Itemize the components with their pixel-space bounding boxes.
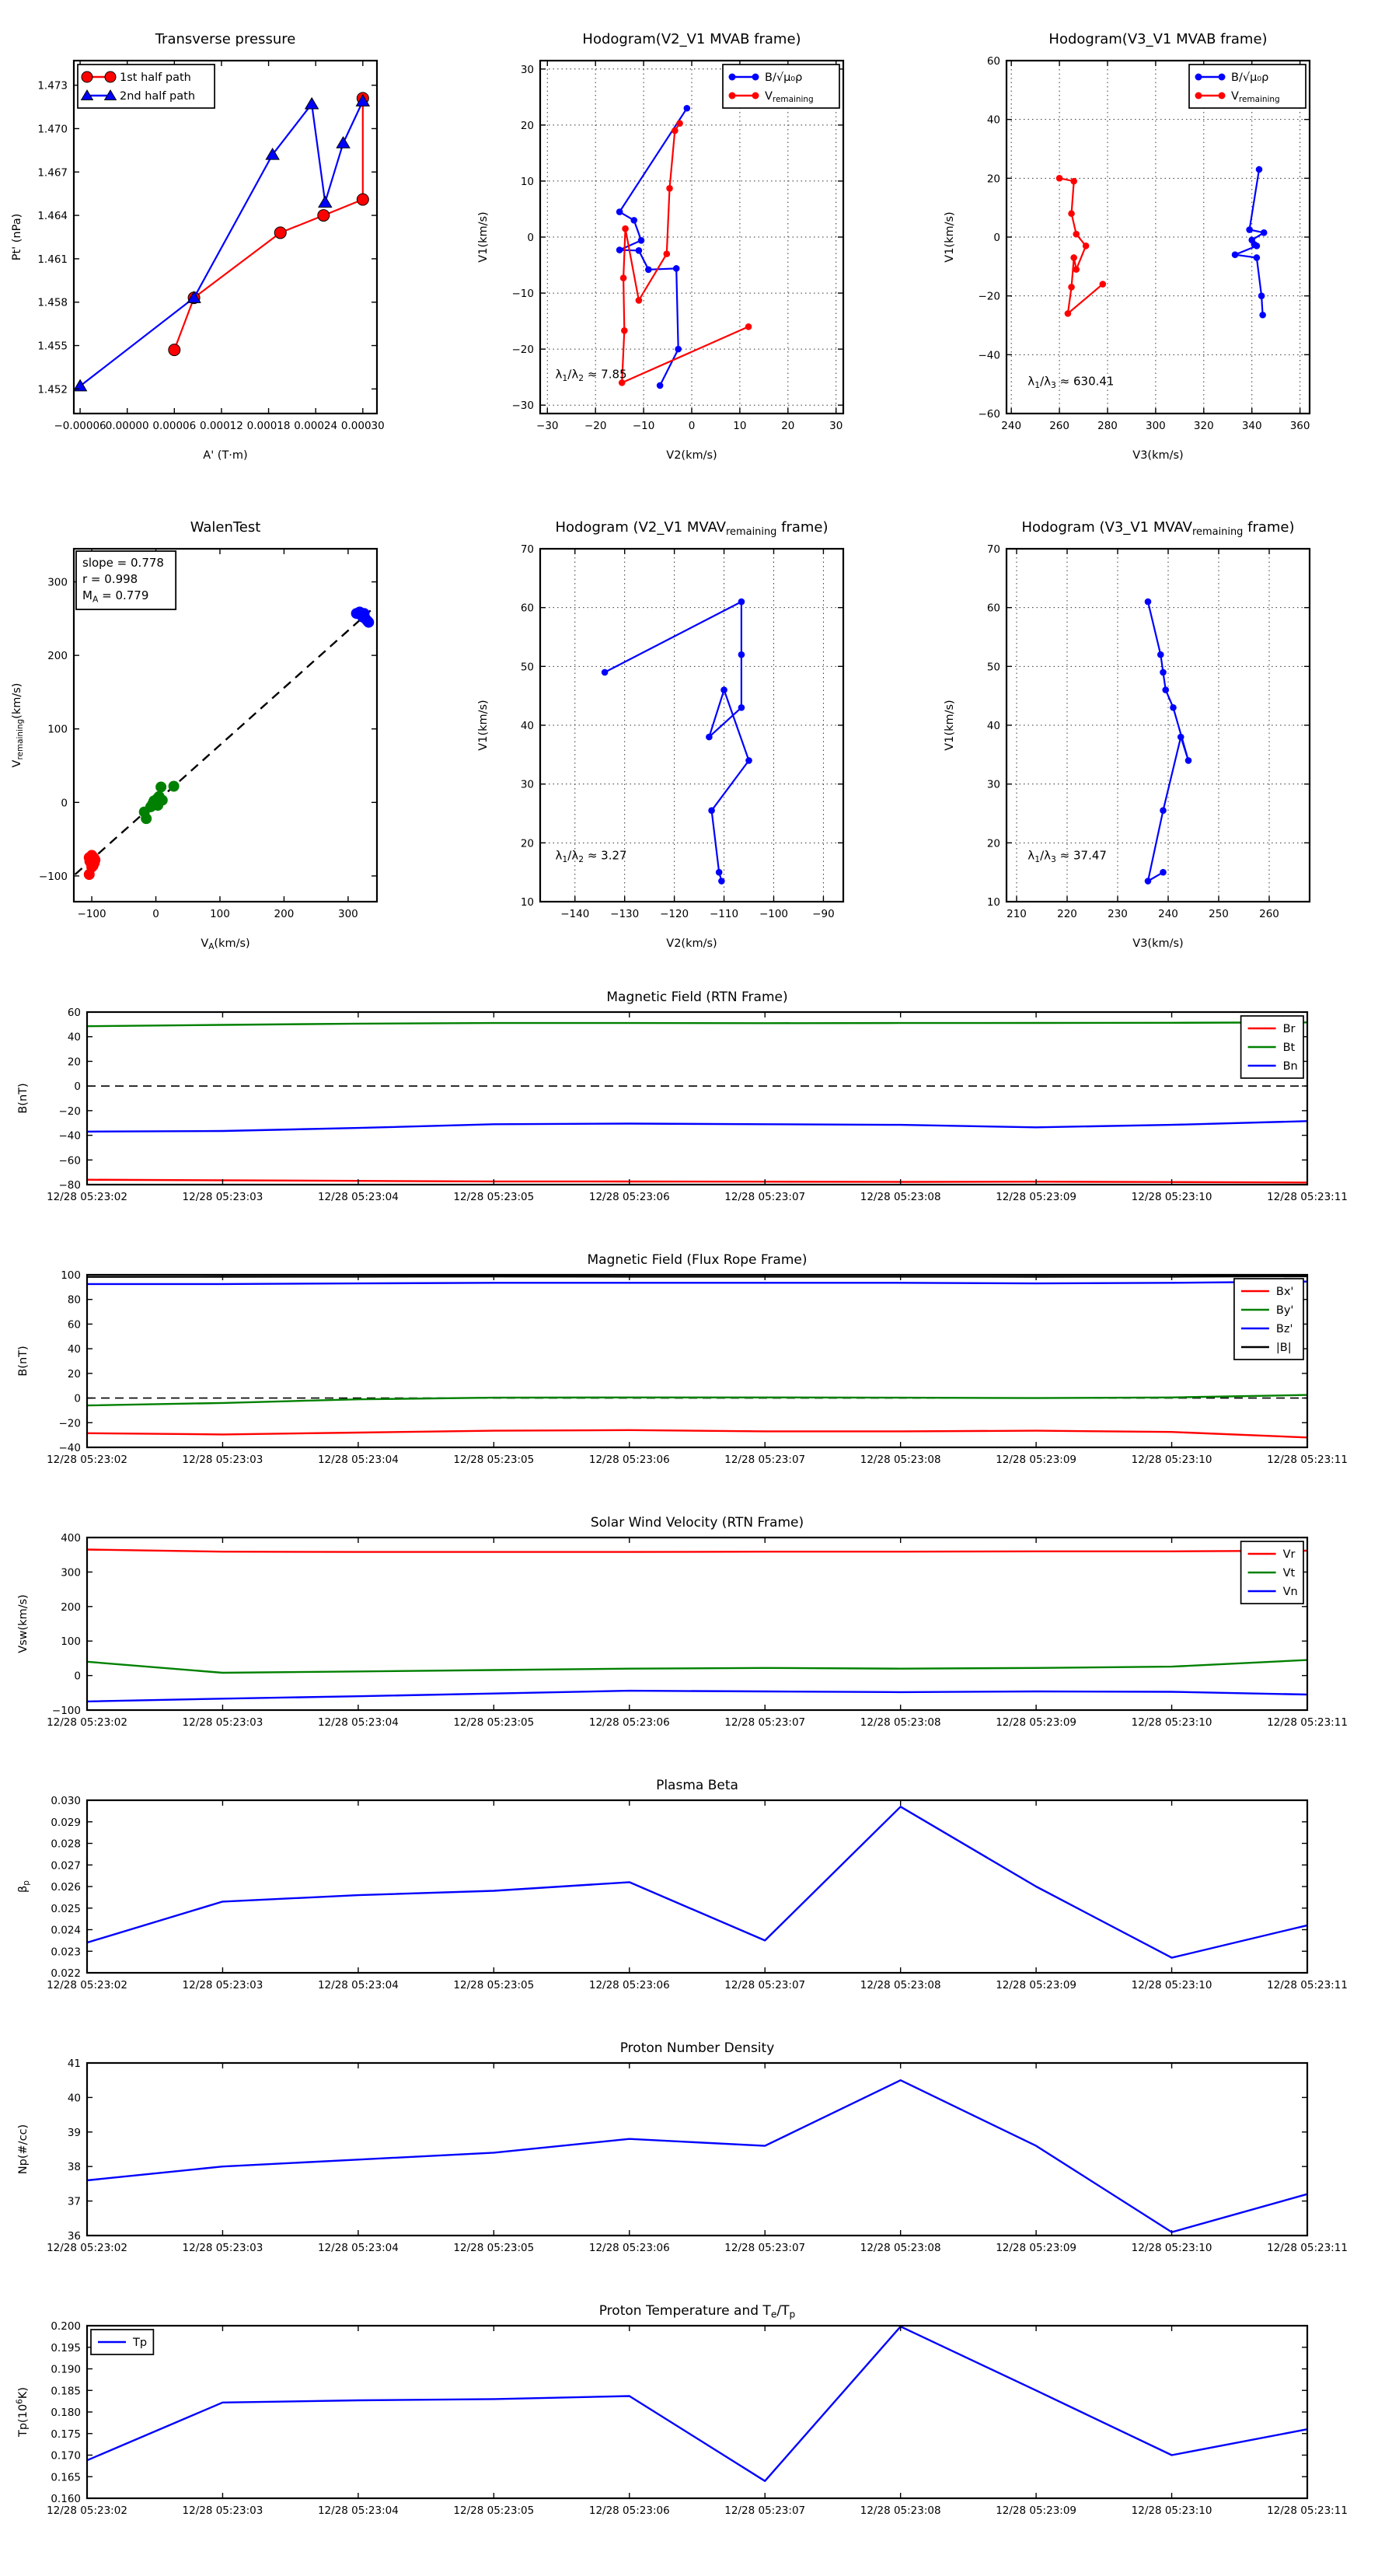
svg-text:60: 60 xyxy=(67,1007,81,1019)
svg-text:12/28 05:23:02: 12/28 05:23:02 xyxy=(47,1191,127,1203)
hodogram-v3v1-mvab-title: Hodogram(V3_V1 MVAB frame) xyxy=(1048,31,1268,47)
svg-text:12/28 05:23:10: 12/28 05:23:10 xyxy=(1131,1191,1212,1203)
svg-text:300: 300 xyxy=(47,576,68,589)
svg-text:1.467: 1.467 xyxy=(37,166,68,180)
svg-text:12/28 05:23:11: 12/28 05:23:11 xyxy=(1267,2504,1348,2517)
svg-text:2nd half path: 2nd half path xyxy=(120,90,196,103)
svg-text:12/28 05:23:10: 12/28 05:23:10 xyxy=(1131,2242,1212,2254)
svg-text:Vn: Vn xyxy=(1282,1586,1298,1598)
chart-hodogram-v3v1-mvav xyxy=(933,499,1399,959)
svg-text:12/28 05:23:06: 12/28 05:23:06 xyxy=(588,1716,670,1729)
svg-text:12/28 05:23:04: 12/28 05:23:04 xyxy=(317,1716,399,1729)
svg-text:0: 0 xyxy=(152,908,159,920)
svg-text:12/28 05:23:02: 12/28 05:23:02 xyxy=(47,2242,127,2254)
svg-text:Vt: Vt xyxy=(1282,1567,1296,1579)
transverse-pressure-title: Transverse pressure xyxy=(155,31,296,47)
svg-text:Pt' (nPa): Pt' (nPa) xyxy=(11,213,23,261)
svg-text:0.200: 0.200 xyxy=(51,2320,81,2333)
svg-text:B/√μ₀ρ: B/√μ₀ρ xyxy=(1231,72,1269,84)
svg-text:0.195: 0.195 xyxy=(51,2341,81,2354)
svg-text:λ1/λ3 ≈ 630.41: $\lambda_1/\lambda_3 \approx 630.41$ xyxy=(1027,374,1115,390)
svg-text:λ1/λ2 ≈ 3.27: $\lambda_1/\lambda_2 \approx 3.27$ xyxy=(555,848,627,864)
svg-text:Vremaining: $V_{remaining}$ xyxy=(765,90,814,105)
svg-text:0.185: 0.185 xyxy=(51,2385,81,2398)
svg-text:260: 260 xyxy=(1259,908,1279,920)
svg-text:12/28 05:23:05: 12/28 05:23:05 xyxy=(453,2242,535,2254)
analysis-row-1 xyxy=(0,11,1399,471)
svg-text:−60: −60 xyxy=(978,408,1000,421)
svg-text:70: 70 xyxy=(520,543,534,556)
solar-wind-velocity-rtn-title: Solar Wind Velocity (RTN Frame) xyxy=(590,1515,804,1531)
svg-text:−10: −10 xyxy=(511,288,534,301)
svg-text:300: 300 xyxy=(338,908,358,920)
svg-text:280: 280 xyxy=(1097,420,1118,432)
chart-svg-transverse-pressure xyxy=(0,11,466,471)
svg-text:V3(km/s): V3(km/s) xyxy=(1132,449,1184,462)
svg-text:39: 39 xyxy=(67,2126,81,2139)
svg-text:Bt: Bt xyxy=(1282,1042,1296,1054)
svg-text:12/28 05:23:09: 12/28 05:23:09 xyxy=(996,1979,1077,1991)
svg-text:320: 320 xyxy=(1193,420,1214,432)
svg-text:−80: −80 xyxy=(58,1179,81,1192)
chart-svg-hodogram-v3v1-mvav xyxy=(933,499,1399,959)
svg-text:B(nT): B(nT) xyxy=(17,1083,30,1114)
svg-text:60: 60 xyxy=(520,602,534,615)
svg-text:12/28 05:23:11: 12/28 05:23:11 xyxy=(1267,1979,1348,1991)
svg-text:Bx': Bx' xyxy=(1275,1286,1294,1298)
svg-text:12/28 05:23:05: 12/28 05:23:05 xyxy=(453,1979,535,1991)
svg-text:40: 40 xyxy=(520,720,534,732)
svg-text:12/28 05:23:11: 12/28 05:23:11 xyxy=(1267,1454,1348,1466)
svg-text:Np(#/cc): Np(#/cc) xyxy=(17,2124,30,2175)
svg-text:−40: −40 xyxy=(58,1442,81,1454)
chart-svg-proton-temperature xyxy=(0,2290,1399,2548)
svg-text:60: 60 xyxy=(986,602,1000,615)
svg-text:30: 30 xyxy=(986,778,1000,791)
svg-text:12/28 05:23:11: 12/28 05:23:11 xyxy=(1267,1191,1348,1203)
svg-text:0.165: 0.165 xyxy=(51,2471,81,2484)
svg-text:V1(km/s): V1(km/s) xyxy=(477,211,490,263)
svg-text:12/28 05:23:03: 12/28 05:23:03 xyxy=(182,2242,263,2254)
svg-text:1.461: 1.461 xyxy=(37,253,68,266)
svg-text:0.190: 0.190 xyxy=(51,2363,81,2376)
svg-text:12/28 05:23:07: 12/28 05:23:07 xyxy=(724,1716,806,1729)
chart-magnetic-field-rtn xyxy=(0,976,1399,1234)
svg-text:12/28 05:23:08: 12/28 05:23:08 xyxy=(860,2504,941,2517)
svg-text:12/28 05:23:04: 12/28 05:23:04 xyxy=(317,1191,399,1203)
svg-text:0.170: 0.170 xyxy=(51,2449,81,2463)
svg-text:−10: −10 xyxy=(632,420,655,432)
svg-text:V1(km/s): V1(km/s) xyxy=(944,700,956,751)
svg-text:12/28 05:23:04: 12/28 05:23:04 xyxy=(317,2504,399,2517)
svg-text:50: 50 xyxy=(986,661,1000,674)
svg-text:20: 20 xyxy=(986,837,1000,850)
svg-text:200: 200 xyxy=(61,1600,81,1614)
svg-text:Vsw(km/s): Vsw(km/s) xyxy=(17,1594,30,1653)
svg-text:300: 300 xyxy=(61,1566,81,1579)
svg-text:0.160: 0.160 xyxy=(51,2493,81,2505)
svg-text:0: 0 xyxy=(74,1392,81,1405)
svg-text:100: 100 xyxy=(61,1635,81,1649)
chart-svg-magnetic-field-flux-rope xyxy=(0,1239,1399,1497)
svg-text:0.175: 0.175 xyxy=(51,2428,81,2441)
chart-solar-wind-velocity xyxy=(0,1502,1399,1760)
svg-text:12/28 05:23:05: 12/28 05:23:05 xyxy=(453,2504,535,2517)
svg-text:400: 400 xyxy=(61,1532,81,1545)
svg-text:12/28 05:23:02: 12/28 05:23:02 xyxy=(47,1979,127,1991)
svg-text:0.00000: 0.00000 xyxy=(105,420,149,432)
legend xyxy=(91,2330,153,2354)
svg-text:38: 38 xyxy=(67,2161,81,2174)
svg-text:12/28 05:23:10: 12/28 05:23:10 xyxy=(1131,1716,1212,1729)
svg-text:300: 300 xyxy=(1146,420,1166,432)
svg-text:40: 40 xyxy=(67,2092,81,2105)
chart-transverse-pressure xyxy=(0,11,466,471)
svg-text:40: 40 xyxy=(67,1031,81,1044)
svg-text:−30: −30 xyxy=(536,420,559,432)
svg-text:1st half path: 1st half path xyxy=(120,72,191,84)
svg-text:12/28 05:23:10: 12/28 05:23:10 xyxy=(1131,1979,1212,1991)
analysis-row-2 xyxy=(0,499,1399,959)
svg-text:50: 50 xyxy=(520,661,534,674)
svg-text:12/28 05:23:08: 12/28 05:23:08 xyxy=(860,1454,941,1466)
chart-svg-solar-wind-velocity-rtn xyxy=(0,1502,1399,1760)
svg-text:0.00024: 0.00024 xyxy=(294,420,338,432)
svg-text:MA = 0.779: $M_A = 0.779$ xyxy=(82,588,149,605)
svg-text:37: 37 xyxy=(67,2195,81,2208)
svg-text:220: 220 xyxy=(1057,908,1077,920)
svg-text:0.00006: 0.00006 xyxy=(152,420,197,432)
legend xyxy=(1241,1016,1303,1078)
svg-text:Bz': Bz' xyxy=(1275,1323,1293,1335)
svg-text:V2(km/s): V2(km/s) xyxy=(666,449,717,462)
svg-text:−40: −40 xyxy=(58,1129,81,1143)
svg-text:12/28 05:23:07: 12/28 05:23:07 xyxy=(724,1191,806,1203)
svg-text:V1(km/s): V1(km/s) xyxy=(944,211,956,263)
svg-text:260: 260 xyxy=(1049,420,1069,432)
chart-svg-hodogram-v2v1-mvab xyxy=(466,11,933,471)
svg-text:12/28 05:23:10: 12/28 05:23:10 xyxy=(1131,1454,1212,1466)
svg-text:20: 20 xyxy=(520,837,534,850)
svg-text:−20: −20 xyxy=(978,290,1000,303)
proton-temperature-title: Proton Temperature and $T_e/T_p$ xyxy=(598,2303,796,2320)
chart-svg-proton-number-density xyxy=(0,2027,1399,2285)
chart-hodogram-v2v1-mvab xyxy=(466,11,933,471)
svg-text:340: 340 xyxy=(1241,420,1262,432)
svg-text:−60: −60 xyxy=(58,1154,81,1168)
svg-text:Tp(106K): $Tp(10^6K)$ xyxy=(15,2387,30,2437)
svg-text:VA(km/s): $V_A(km/s)$ xyxy=(201,937,250,952)
svg-text:0: 0 xyxy=(61,797,68,810)
chart-hodogram-v2v1-mvav xyxy=(466,499,933,959)
svg-text:0: 0 xyxy=(527,232,534,244)
svg-text:1.473: 1.473 xyxy=(37,79,68,92)
svg-text:12/28 05:23:06: 12/28 05:23:06 xyxy=(588,1979,670,1991)
svg-text:Br: Br xyxy=(1282,1023,1296,1035)
svg-text:240: 240 xyxy=(1158,908,1178,920)
svg-text:B/√μ₀ρ: B/√μ₀ρ xyxy=(765,72,803,84)
svg-text:0.029: 0.029 xyxy=(51,1816,81,1829)
svg-text:−40: −40 xyxy=(978,349,1000,362)
svg-text:V3(km/s): V3(km/s) xyxy=(1132,937,1184,950)
svg-text:0: 0 xyxy=(74,1670,81,1683)
svg-text:−20: −20 xyxy=(58,1417,81,1430)
svg-text:12/28 05:23:06: 12/28 05:23:06 xyxy=(588,1191,670,1203)
svg-text:βp: $\beta_p$ xyxy=(17,1880,32,1893)
svg-text:12/28 05:23:06: 12/28 05:23:06 xyxy=(588,1454,670,1466)
svg-text:12/28 05:23:02: 12/28 05:23:02 xyxy=(47,1716,127,1729)
svg-text:Vr: Vr xyxy=(1282,1548,1296,1561)
svg-text:−20: −20 xyxy=(511,344,534,357)
chart-svg-hodogram-v2v1-mvav xyxy=(466,499,933,959)
svg-text:−100: −100 xyxy=(38,870,68,883)
svg-text:12/28 05:23:07: 12/28 05:23:07 xyxy=(724,1979,806,1991)
svg-text:12/28 05:23:04: 12/28 05:23:04 xyxy=(317,2242,399,2254)
legend xyxy=(1234,1279,1303,1360)
svg-text:210: 210 xyxy=(1007,908,1027,920)
svg-text:12/28 05:23:09: 12/28 05:23:09 xyxy=(996,2242,1077,2254)
svg-text:12/28 05:23:09: 12/28 05:23:09 xyxy=(996,1716,1077,1729)
svg-text:1.455: 1.455 xyxy=(37,340,68,353)
svg-text:−20: −20 xyxy=(584,420,607,432)
svg-text:12/28 05:23:03: 12/28 05:23:03 xyxy=(182,1979,263,1991)
legend xyxy=(78,65,215,108)
svg-text:1.452: 1.452 xyxy=(37,383,68,396)
chart-svg-magnetic-field-rtn xyxy=(0,976,1399,1234)
svg-text:12/28 05:23:10: 12/28 05:23:10 xyxy=(1131,2504,1212,2517)
svg-text:40: 40 xyxy=(986,720,1000,732)
svg-text:0.030: 0.030 xyxy=(51,1795,81,1807)
svg-text:Vremaining: $V_{remaining}$ xyxy=(1231,90,1280,105)
figure-canvas xyxy=(0,11,1399,2548)
chart-svg-plasma-beta xyxy=(0,1764,1399,2023)
svg-text:20: 20 xyxy=(67,1367,81,1380)
svg-text:70: 70 xyxy=(986,543,1000,556)
svg-text:−0.00006: −0.00006 xyxy=(54,420,106,432)
svg-text:60: 60 xyxy=(986,55,1000,68)
svg-text:10: 10 xyxy=(986,896,1000,909)
svg-text:20: 20 xyxy=(986,173,1000,186)
svg-text:|B|: |B| xyxy=(1275,1342,1292,1354)
svg-text:1.458: 1.458 xyxy=(37,296,68,309)
svg-text:0: 0 xyxy=(74,1080,81,1094)
legend xyxy=(723,65,839,108)
svg-text:−20: −20 xyxy=(58,1105,81,1118)
time-series-stack xyxy=(0,976,1399,2548)
svg-text:−100: −100 xyxy=(759,908,789,920)
svg-text:80: 80 xyxy=(67,1293,81,1307)
hodogram-v3v1-mvav-title: Hodogram (V3_V1 $MVAV_{remaining}$ frame) xyxy=(1021,519,1295,538)
chart-walen-test xyxy=(0,499,466,959)
svg-text:0.024: 0.024 xyxy=(51,1924,81,1937)
svg-text:V2(km/s): V2(km/s) xyxy=(666,937,717,950)
svg-text:−30: −30 xyxy=(511,400,534,413)
hodogram-v2v1-mvab-title: Hodogram(V2_V1 MVAB frame) xyxy=(582,31,801,47)
walen-test-title: WalenTest xyxy=(190,519,261,536)
svg-text:12/28 05:23:09: 12/28 05:23:09 xyxy=(996,1454,1077,1466)
svg-text:12/28 05:23:03: 12/28 05:23:03 xyxy=(182,1454,263,1466)
svg-text:Tp: Tp xyxy=(133,2337,148,2349)
chart-svg-walen-test xyxy=(0,499,466,959)
svg-text:0.180: 0.180 xyxy=(51,2407,81,2419)
chart-proton-number-density xyxy=(0,2027,1399,2285)
svg-text:V1(km/s): V1(km/s) xyxy=(477,700,490,751)
chart-proton-temperature xyxy=(0,2290,1399,2548)
svg-text:100: 100 xyxy=(47,723,68,736)
svg-text:240: 240 xyxy=(1001,420,1022,432)
svg-text:1.470: 1.470 xyxy=(37,123,68,136)
svg-text:12/28 05:23:04: 12/28 05:23:04 xyxy=(317,1454,399,1466)
svg-text:40: 40 xyxy=(986,113,1000,127)
svg-text:0.00018: 0.00018 xyxy=(246,420,291,432)
chart-hodogram-v3v1-mvab xyxy=(933,11,1399,471)
svg-text:12/28 05:23:04: 12/28 05:23:04 xyxy=(317,1979,399,1991)
svg-text:36: 36 xyxy=(67,2230,81,2243)
svg-text:0.022: 0.022 xyxy=(51,1967,81,1980)
svg-text:230: 230 xyxy=(1108,908,1128,920)
svg-text:0.023: 0.023 xyxy=(51,1946,81,1959)
svg-text:λ1/λ3 ≈ 37.47: $\lambda_1/\lambda_3 \approx 37.47$ xyxy=(1027,848,1107,864)
legend xyxy=(1241,1541,1303,1604)
svg-text:12/28 05:23:08: 12/28 05:23:08 xyxy=(860,1979,941,1991)
svg-text:12/28 05:23:05: 12/28 05:23:05 xyxy=(453,1454,535,1466)
magnetic-field-flux-rope-title: Magnetic Field (Flux Rope Frame) xyxy=(587,1252,808,1268)
svg-text:10: 10 xyxy=(520,896,534,909)
svg-text:0.028: 0.028 xyxy=(51,1838,81,1851)
svg-text:−100: −100 xyxy=(77,908,106,920)
svg-text:B(nT): B(nT) xyxy=(17,1346,30,1377)
svg-text:Bn: Bn xyxy=(1282,1060,1298,1073)
svg-text:0.00012: 0.00012 xyxy=(200,420,243,432)
svg-text:12/28 05:23:05: 12/28 05:23:05 xyxy=(453,1191,535,1203)
svg-text:−90: −90 xyxy=(812,908,835,920)
svg-text:−120: −120 xyxy=(660,908,689,920)
svg-text:λ1/λ2 ≈ 7.85: $\lambda_1/\lambda_2 \approx 7.85$ xyxy=(555,367,627,383)
svg-text:12/28 05:23:09: 12/28 05:23:09 xyxy=(996,2504,1077,2517)
plasma-beta-title: Plasma Beta xyxy=(656,1778,738,1793)
magnetic-field-rtn-title: Magnetic Field (RTN Frame) xyxy=(606,990,788,1005)
svg-text:−130: −130 xyxy=(610,908,640,920)
svg-text:60: 60 xyxy=(67,1318,81,1332)
svg-text:12/28 05:23:11: 12/28 05:23:11 xyxy=(1267,2242,1348,2254)
svg-text:Vremaining(km/s): $V_{remaining}(km/s)$ xyxy=(11,682,26,768)
svg-text:12/28 05:23:06: 12/28 05:23:06 xyxy=(588,2504,670,2517)
svg-text:A' (T·m): A' (T·m) xyxy=(203,449,248,462)
svg-text:10: 10 xyxy=(733,420,747,432)
svg-text:12/28 05:23:03: 12/28 05:23:03 xyxy=(182,2504,263,2517)
svg-text:40: 40 xyxy=(67,1343,81,1356)
svg-text:30: 30 xyxy=(520,63,534,76)
chart-plasma-beta xyxy=(0,1764,1399,2023)
svg-text:0: 0 xyxy=(993,232,1000,244)
svg-text:12/28 05:23:07: 12/28 05:23:07 xyxy=(724,1454,806,1466)
svg-text:0.025: 0.025 xyxy=(51,1902,81,1915)
svg-text:12/28 05:23:05: 12/28 05:23:05 xyxy=(453,1716,535,1729)
svg-text:12/28 05:23:02: 12/28 05:23:02 xyxy=(47,1454,127,1466)
svg-text:12/28 05:23:07: 12/28 05:23:07 xyxy=(724,2504,806,2517)
svg-text:12/28 05:23:11: 12/28 05:23:11 xyxy=(1267,1716,1348,1729)
svg-text:12/28 05:23:07: 12/28 05:23:07 xyxy=(724,2242,806,2254)
svg-text:20: 20 xyxy=(67,1056,81,1069)
svg-text:By': By' xyxy=(1275,1304,1294,1317)
svg-text:100: 100 xyxy=(61,1269,81,1282)
svg-text:12/28 05:23:09: 12/28 05:23:09 xyxy=(996,1191,1077,1203)
svg-text:20: 20 xyxy=(781,420,795,432)
chart-magnetic-field-flux-rope xyxy=(0,1239,1399,1497)
legend xyxy=(1189,65,1306,108)
svg-text:100: 100 xyxy=(210,908,230,920)
svg-text:0.00030: 0.00030 xyxy=(340,420,385,432)
svg-text:slope = 0.778: slope = 0.778 xyxy=(82,556,164,570)
svg-text:12/28 05:23:08: 12/28 05:23:08 xyxy=(860,1191,941,1203)
svg-text:250: 250 xyxy=(1209,908,1229,920)
svg-text:200: 200 xyxy=(47,650,68,663)
svg-text:12/28 05:23:02: 12/28 05:23:02 xyxy=(47,2504,127,2517)
svg-text:360: 360 xyxy=(1289,420,1310,432)
svg-text:0.027: 0.027 xyxy=(51,1859,81,1873)
svg-text:0: 0 xyxy=(688,420,696,432)
svg-text:200: 200 xyxy=(274,908,295,920)
chart-svg-hodogram-v3v1-mvab xyxy=(933,11,1399,471)
svg-text:30: 30 xyxy=(520,778,534,791)
svg-text:0.026: 0.026 xyxy=(51,1881,81,1894)
svg-text:30: 30 xyxy=(829,420,843,432)
svg-text:41: 41 xyxy=(67,2058,81,2070)
hodogram-v2v1-mvav-title: Hodogram (V2_V1 $MVAV_{remaining}$ frame) xyxy=(555,519,829,538)
svg-text:12/28 05:23:08: 12/28 05:23:08 xyxy=(860,1716,941,1729)
proton-number-density-title: Proton Number Density xyxy=(619,2040,775,2056)
svg-text:−140: −140 xyxy=(560,908,590,920)
svg-text:12/28 05:23:08: 12/28 05:23:08 xyxy=(860,2242,941,2254)
svg-text:1.464: 1.464 xyxy=(37,210,68,223)
svg-text:−100: −100 xyxy=(51,1705,81,1717)
svg-text:12/28 05:23:03: 12/28 05:23:03 xyxy=(182,1716,263,1729)
svg-text:20: 20 xyxy=(520,119,534,132)
svg-text:12/28 05:23:06: 12/28 05:23:06 xyxy=(588,2242,670,2254)
svg-text:−110: −110 xyxy=(710,908,739,920)
svg-text:10: 10 xyxy=(520,175,534,188)
svg-text:12/28 05:23:03: 12/28 05:23:03 xyxy=(182,1191,263,1203)
svg-text:r = 0.998: r = 0.998 xyxy=(82,572,138,586)
